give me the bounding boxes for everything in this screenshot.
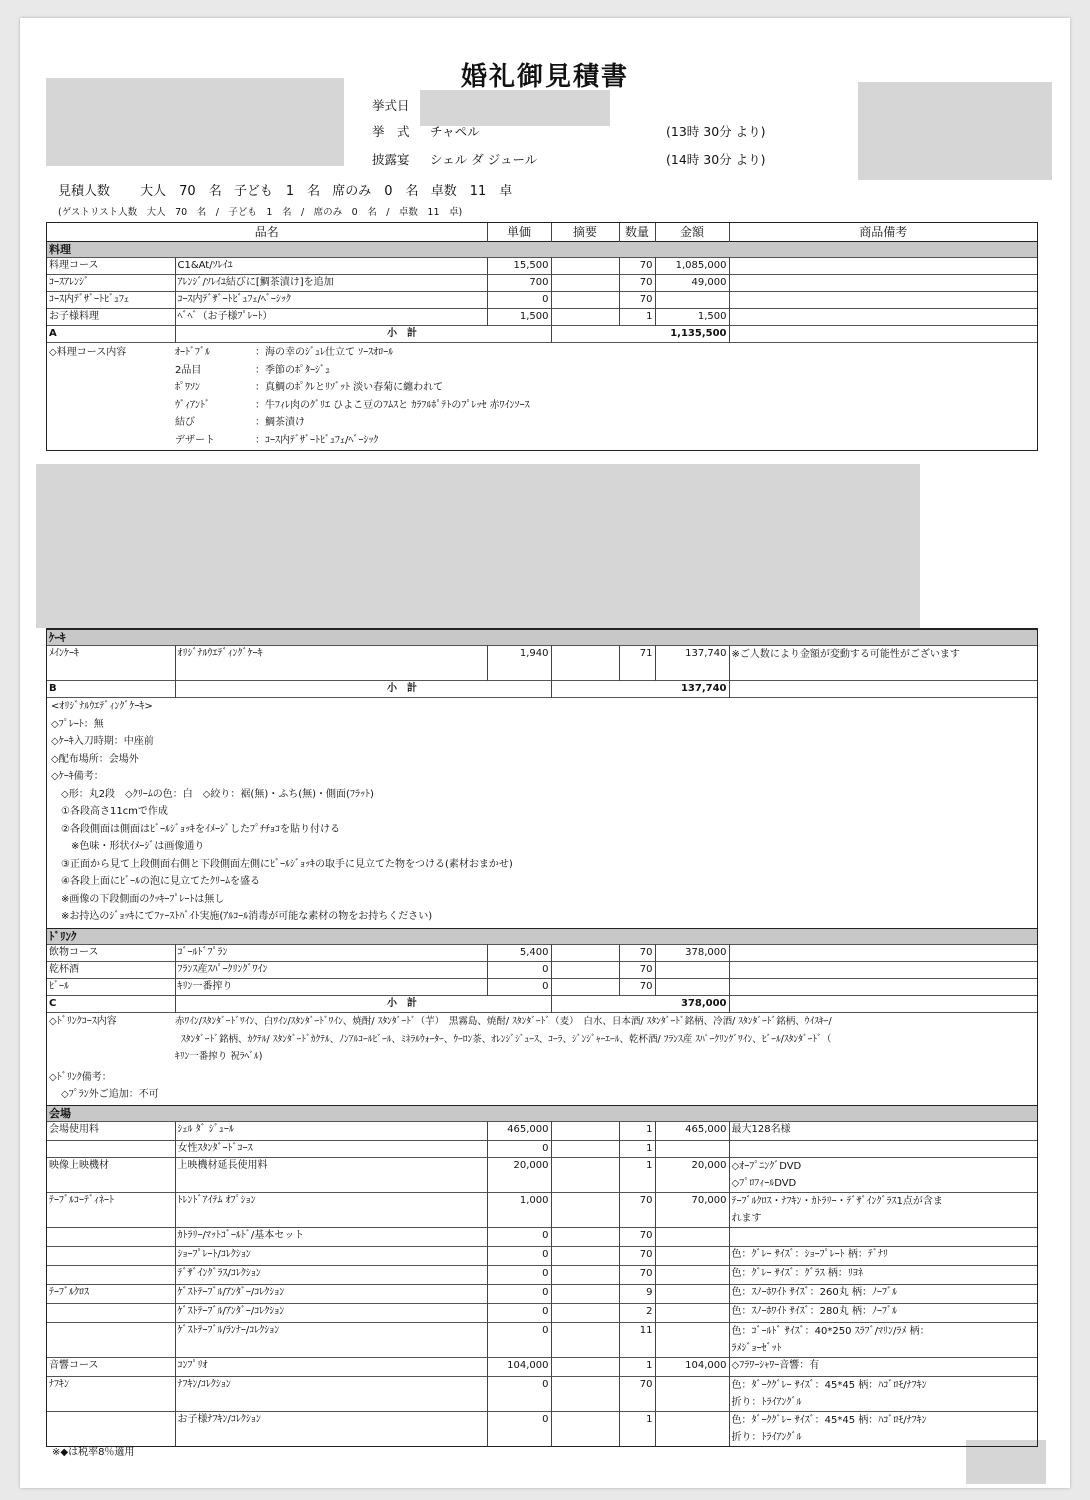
row-note-line: 色：ﾀﾞｰｸｸﾞﾚｰ ｻｲｽﾞ：45*45 柄：ﾊｺﾞﾛﾓ/ﾅﾌｷﾝ [731, 1380, 927, 1391]
row-item: ｺﾝﾌﾟﾘｵ [175, 1358, 487, 1377]
table-row [47, 979, 1037, 996]
subtotal-note [729, 326, 1037, 343]
subtotal-label: 小 計 [175, 681, 551, 698]
subtotal-letter: A [47, 326, 175, 343]
table-row [47, 1122, 1037, 1141]
cake-note-line: ◇ｹｰｷ入刀時期：中座前 [51, 736, 154, 747]
row-category: お子様料理 [47, 309, 175, 326]
row-qty: 70 [619, 962, 655, 979]
table-row [47, 1285, 1037, 1304]
course-value: ：真鯛のﾎﾟｸﾚとﾘｿﾞｯﾄ 淡い春菊に纏われて [255, 382, 444, 393]
table-row [47, 1141, 1037, 1158]
row-price: 1,000 [487, 1193, 551, 1228]
table-row [47, 945, 1037, 962]
col-product-notes: 商品備考 [859, 225, 908, 239]
row-price: 20,000 [487, 1158, 551, 1193]
row-category: 会場使用料 [47, 1122, 175, 1141]
subtotal-amount: 378,000 [551, 996, 729, 1013]
ceremony-time: (13時 30分 より) [666, 124, 766, 139]
redacted-date-box [420, 90, 610, 126]
row-note: 色：ｽﾉｰﾎﾜｲﾄ ｻｲｽﾞ：260丸 柄：ﾉｰﾌﾞﾙ [731, 1287, 897, 1298]
row-category: 飲物コース [47, 945, 175, 962]
subtotal-letter: B [47, 681, 175, 698]
row-qty: 70 [619, 1266, 655, 1285]
row-item: C1&At/ｿﾚｲﾕ [175, 258, 487, 275]
row-price: 5,400 [487, 945, 551, 962]
ceremony-venue: チャペル [430, 124, 480, 139]
subtotal-label: 小 計 [175, 996, 551, 1013]
section-venue [47, 1106, 1037, 1122]
row-note [729, 945, 1037, 962]
counts-adult: 大人 70 名 [140, 184, 222, 199]
row-note [729, 1228, 1037, 1247]
row-amount: 465,000 [655, 1122, 729, 1141]
cake-notes [47, 698, 1037, 929]
row-summary [551, 292, 619, 309]
column-header-row [47, 223, 1037, 242]
row-note-line: ﾗﾒｼﾞｮｰｾﾞｯﾄ [731, 1343, 782, 1354]
counts-label: 見積人数 [58, 184, 111, 199]
course-key: ﾎﾟﾜｿﾝ [175, 382, 200, 393]
subtotal-row-c [47, 996, 1037, 1013]
section-title: ﾄﾞﾘﾝｸ [47, 929, 1037, 945]
row-note-line: ◇ｵｰﾌﾟﾆﾝｸﾞDVD [731, 1161, 802, 1172]
row-summary [551, 309, 619, 326]
table-row [47, 1158, 1037, 1193]
subtotal-label: 小 計 [175, 326, 551, 343]
row-qty: 1 [619, 1122, 655, 1141]
row-summary [551, 1377, 619, 1412]
row-summary [551, 1158, 619, 1193]
row-item: ｹﾞｽﾄﾃｰﾌﾞﾙ/ｱﾝﾀﾞｰ/ｺﾚｸｼｮﾝ [175, 1304, 487, 1323]
row-category: 乾杯酒 [47, 962, 175, 979]
row-qty: 70 [619, 1228, 655, 1247]
subtotal-note [729, 996, 1037, 1013]
row-item: ｵﾘｼﾞﾅﾙｳｴﾃﾞｨﾝｸﾞｹｰｷ [175, 646, 487, 681]
row-item: ﾌﾗﾝｽ産ｽﾊﾟｰｸﾘﾝｸﾞﾜｲﾝ [175, 962, 487, 979]
row-summary [551, 1141, 619, 1158]
row-item: ｺｰｽ内ﾃﾞｻﾞｰﾄﾋﾞｭﾌｪ/ﾍﾞｰｼｯｸ [175, 292, 487, 309]
row-note: 色：ｸﾞﾚｰ ｻｲｽﾞ：ｼｮｰﾌﾟﾚｰﾄ 柄：ﾃﾞﾅﾘ [731, 1249, 888, 1260]
section-title: ｹｰｷ [47, 630, 1037, 646]
row-note [729, 258, 1037, 275]
table-row [47, 646, 1037, 681]
table-row [47, 1228, 1037, 1247]
cake-note-line: ◇配布場所：会場外 [51, 753, 139, 765]
row-amount [655, 1247, 729, 1266]
row-note-line: 折り：ﾄﾗｲｱﾝｸﾞﾙ [731, 1397, 802, 1408]
table-row [47, 1323, 1037, 1358]
row-item: お子様ﾅﾌｷﾝ/ｺﾚｸｼｮﾝ [175, 1412, 487, 1447]
row-category: 映像上映機材 [47, 1158, 175, 1193]
course-key: 2品目 [175, 364, 202, 376]
cake-note-line: ④各段上面にﾋﾞｰﾙの泡に見立てたｸﾘｰﾑを盛る [51, 876, 260, 887]
reception-label: 披露宴 [372, 152, 410, 167]
course-content-row [47, 343, 1037, 451]
row-amount: 49,000 [655, 275, 729, 292]
row-item: ｼｮｰﾌﾟﾚｰﾄ/ｺﾚｸｼｮﾝ [175, 1247, 487, 1266]
row-category: ﾃｰﾌﾞﾙｺｰﾃﾞｨﾈｰﾄ [47, 1193, 175, 1228]
row-price: 465,000 [487, 1122, 551, 1141]
drink-course-list [175, 1013, 832, 1066]
cake-note-line: ※画像の下段側面のｸｯｷｰﾌﾟﾚｰﾄは無し [51, 893, 225, 905]
course-value: ：ｺｰｽ内ﾃﾞｻﾞｰﾄﾋﾞｭﾌｪ/ﾍﾞｰｼｯｸ [255, 434, 379, 446]
row-category [47, 1304, 175, 1323]
row-category: ﾋﾞｰﾙ [47, 979, 175, 996]
row-note [729, 292, 1037, 309]
row-amount: 1,085,000 [655, 258, 729, 275]
row-category: 音響コース [47, 1358, 175, 1377]
course-values [255, 344, 530, 449]
row-amount [655, 962, 729, 979]
course-key: ｳﾞｨｱﾝﾄﾞ [175, 399, 210, 411]
row-note-line: れます [731, 1213, 762, 1224]
row-category: ｺｰｽｱﾚﾝｼﾞ [47, 275, 175, 292]
row-price: 0 [487, 1247, 551, 1266]
row-note-line: 色：ﾀﾞｰｸｸﾞﾚｰ ｻｲｽﾞ：45*45 柄：ﾊｺﾞﾛﾓ/ﾅﾌｷﾝ [731, 1415, 927, 1426]
row-summary [551, 1285, 619, 1304]
row-qty: 1 [619, 1158, 655, 1193]
section-title: 料理 [47, 242, 1037, 258]
cake-notes-row [47, 698, 1037, 929]
reception-time: (14時 30分 より) [666, 152, 766, 167]
course-value: ：牛ﾌｨﾚ肉のｸﾞﾘｴ ひよこ豆のﾌﾑｽと ｶﾗﾌﾙﾎﾟﾃﾄのﾌﾟﾚｯｾ 赤ﾜｲﾝｿｰｽ [255, 399, 530, 411]
row-category: ｺｰｽ内ﾃﾞｻﾞｰﾄﾋﾞｭﾌｪ [47, 292, 175, 309]
drink-course-line: ｽﾀﾝﾀﾞｰﾄﾞ銘柄、ｶｸﾃﾙ/ ｽﾀﾝﾀﾞｰﾄﾞｶｸﾃﾙ、ﾉﾝｱﾙｺｰﾙﾋﾞｰﾙ、ﾐﾈﾗﾙｳｫｰﾀｰ、ｳｰﾛﾝ茶、ｵﾚﾝｼﾞｼﾞｭｰｽ、ｺｰﾗ、ｼﾞﾝｼﾞｬｰｴｰﾙ、乾杯酒/ ﾌﾗﾝｽ産 ｽﾊﾟｰｸﾘﾝｸﾞﾜｲﾝ、ﾋﾞｰﾙ/ｽﾀﾝﾀﾞｰﾄﾞ（ [181, 1033, 832, 1045]
row-summary [551, 258, 619, 275]
tax-footnote: ※◆は税率8％適用 [52, 1447, 135, 1458]
row-item: ｺﾞｰﾙﾄﾞﾌﾟﾗﾝ [175, 945, 487, 962]
row-summary [551, 1247, 619, 1266]
course-value: ：海の幸のｼﾞｭﾚ仕立て ｿｰｽｵﾛｰﾙ [255, 347, 394, 358]
row-price: 104,000 [487, 1358, 551, 1377]
row-category: 料理コース [47, 258, 175, 275]
row-price: 0 [487, 1377, 551, 1412]
drink-remarks-label: ◇ﾄﾞﾘﾝｸ備考： [49, 1071, 112, 1083]
row-summary [551, 1228, 619, 1247]
drink-course-line: 赤ﾜｲﾝ/ｽﾀﾝﾀﾞｰﾄﾞﾜｲﾝ、白ﾜｲﾝ/ｽﾀﾝﾀﾞｰﾄﾞﾜｲﾝ、焼酎/ ｽﾀﾝﾀﾞｰﾄﾞ（芋） 黒霧島、焼酎/ ｽﾀﾝﾀﾞｰﾄﾞ（麦） 白水、日本酒/ ｽﾀﾝﾀﾞｰﾄﾞ銘柄、冷酒/ ｽﾀﾝﾀﾞｰﾄﾞ銘柄、ｳｲｽｷｰ/ [175, 1016, 832, 1027]
table-row [47, 292, 1037, 309]
cake-note-line: ②各段側面は側面はﾋﾞｰﾙｼﾞｮｯｷをｲﾒｰｼﾞしたﾌﾟﾁﾁｮｺを貼り付ける [51, 823, 340, 835]
row-qty: 1 [619, 1412, 655, 1447]
col-item: 品名 [47, 223, 487, 242]
subtotal-amount: 1,135,500 [551, 326, 729, 343]
row-amount [655, 1141, 729, 1158]
row-qty: 70 [619, 258, 655, 275]
row-qty: 1 [619, 1141, 655, 1158]
row-qty: 2 [619, 1304, 655, 1323]
row-note [729, 1377, 1037, 1412]
row-item: ﾅﾌｷﾝ/ｺﾚｸｼｮﾝ [175, 1377, 487, 1412]
row-item: 女性ｽﾀﾝﾀﾞｰﾄﾞｺｰｽ [175, 1141, 487, 1158]
row-amount [655, 1412, 729, 1447]
col-quantity: 数量 [619, 223, 655, 242]
subtotal-row-b [47, 681, 1037, 698]
row-amount [655, 1377, 729, 1412]
food-table [46, 222, 1038, 451]
ceremony-date-label: 挙式日 [372, 98, 410, 113]
row-qty: 70 [619, 979, 655, 996]
row-amount [655, 292, 729, 309]
cake-note-line: <ｵﾘｼﾞﾅﾙｳｴﾃﾞｨﾝｸﾞｹｰｷ> [51, 701, 153, 712]
row-amount [655, 979, 729, 996]
cake-note-line: ※お持込のｼﾞｮｯｷにてﾌｧｰｽﾄﾊﾞｲﾄ実施(ｱﾙｺｰﾙ消毒が可能な素材の物をお持ちください) [51, 911, 433, 922]
row-item: ｼｪﾙ ﾀﾞ ｼﾞｭｰﾙ [175, 1122, 487, 1141]
row-amount [655, 1228, 729, 1247]
row-qty: 70 [619, 1377, 655, 1412]
row-category: ﾃｰﾌﾞﾙｸﾛｽ [47, 1285, 175, 1304]
subtotal-amount: 137,740 [551, 681, 729, 698]
course-key: 結び [175, 417, 195, 428]
drink-course-label: ◇ﾄﾞﾘﾝｸｺｰｽ内容 [49, 1016, 117, 1027]
section-cake [47, 630, 1037, 646]
table-row [47, 1377, 1037, 1412]
drink-course [47, 1013, 1037, 1106]
row-summary [551, 1193, 619, 1228]
row-note [729, 309, 1037, 326]
row-qty: 70 [619, 275, 655, 292]
row-item: ｹﾞｽﾄﾃｰﾌﾞﾙ/ﾗﾝﾅｰ/ｺﾚｸｼｮﾝ [175, 1323, 487, 1358]
row-summary [551, 1266, 619, 1285]
row-note: ※ご人数により金額が変動する可能性がございます [731, 649, 960, 660]
table-row [47, 1193, 1037, 1228]
counts-child: 子ども 1 名 [233, 184, 321, 199]
guest-list-counts: (ゲストリスト人数 大人 70 名 / 子ども 1 名 / 席のみ 0 名 / 卓数 11 卓) [58, 207, 463, 218]
row-note [729, 1158, 1037, 1193]
row-summary [551, 1358, 619, 1377]
row-amount [655, 1285, 729, 1304]
row-qty: 70 [619, 292, 655, 309]
counts-seat-only: 席のみ 0 名 [332, 184, 419, 199]
row-category [47, 1141, 175, 1158]
cake-note-line: ①各段高さ11cmで作成 [51, 806, 168, 817]
subtotal-letter: C [47, 996, 175, 1013]
row-amount [655, 1304, 729, 1323]
row-amount: 378,000 [655, 945, 729, 962]
row-qty: 70 [619, 1193, 655, 1228]
table-row [47, 258, 1037, 275]
row-price: 0 [487, 1141, 551, 1158]
section-food [47, 242, 1037, 258]
cake-note-line: ◇ﾌﾟﾚｰﾄ：無 [51, 718, 104, 730]
row-price: 1,940 [487, 646, 551, 681]
section-title: 会場 [47, 1106, 1037, 1122]
row-price: 15,500 [487, 258, 551, 275]
row-note: ◇ﾌﾗﾜｰｼｬﾜｰ音響：有 [731, 1360, 820, 1371]
row-summary [551, 646, 619, 681]
row-note-line: ﾃｰﾌﾞﾙｸﾛｽ・ﾅﾌｷﾝ・ｶﾄﾗﾘｰ・ﾃﾞｻﾞｲﾝｸﾞﾗｽ1点が含ま [731, 1196, 943, 1207]
row-qty: 9 [619, 1285, 655, 1304]
row-amount: 20,000 [655, 1158, 729, 1193]
table-row [47, 962, 1037, 979]
row-item: ﾍﾞﾍﾞ（お子様ﾌﾟﾚｰﾄ） [175, 309, 487, 326]
row-price: 0 [487, 1285, 551, 1304]
row-note: 色：ｽﾉｰﾎﾜｲﾄ ｻｲｽﾞ：280丸 柄：ﾉｰﾌﾞﾙ [731, 1306, 897, 1317]
subtotal-row-a [47, 326, 1037, 343]
row-category [47, 1228, 175, 1247]
course-key: ｵｰﾄﾞﾌﾞﾙ [175, 347, 210, 358]
row-note [729, 275, 1037, 292]
estimate-counts [58, 180, 520, 199]
drink-course-line: ｷﾘﾝ一番搾り 祝ﾗﾍﾞﾙ) [175, 1051, 263, 1062]
row-price: 0 [487, 962, 551, 979]
table-row [47, 1304, 1037, 1323]
table-row [47, 275, 1037, 292]
row-summary [551, 945, 619, 962]
row-category [47, 1247, 175, 1266]
row-summary [551, 1323, 619, 1358]
row-price: 0 [487, 1228, 551, 1247]
row-item: ｷﾘﾝ一番搾り [175, 979, 487, 996]
course-label: ◇料理コース内容 [49, 347, 127, 358]
row-qty: 11 [619, 1323, 655, 1358]
row-category [47, 1266, 175, 1285]
cake-note-line: ③正面から見て上段側面右側と下段側面左側にﾋﾞｰﾙｼﾞｮｯｷの取手に見立てた物をつける(素材おまかせ) [51, 858, 513, 870]
row-item: ﾄﾚﾝﾄﾞｱｲﾃﾑ ｵﾌﾟｼｮﾝ [175, 1193, 487, 1228]
row-note-line: 折り：ﾄﾗｲｱﾝｸﾞﾙ [731, 1432, 802, 1443]
row-note [729, 1412, 1037, 1447]
row-summary [551, 1412, 619, 1447]
row-amount [655, 1323, 729, 1358]
row-note-line: 色：ｺﾞｰﾙﾄﾞ ｻｲｽﾞ：40*250 ｽﾗﾌﾞ/ﾏﾘﾝ/ﾗﾒ 柄： [731, 1326, 930, 1337]
row-item: ﾃﾞｻﾞｲﾝｸﾞﾗｽ/ｺﾚｸｼｮﾝ [175, 1266, 487, 1285]
row-item: ｱﾚﾝｼﾞ/ｿﾚｲﾕ結びに[鯛茶漬け]を追加 [175, 275, 487, 292]
table-row [47, 1266, 1037, 1285]
document-title: 婚礼御見積書 [460, 62, 629, 92]
ceremony-label: 挙 式 [372, 124, 410, 139]
section-drink [47, 929, 1037, 945]
col-amount: 金額 [655, 223, 729, 242]
row-price: 0 [487, 1266, 551, 1285]
row-summary [551, 962, 619, 979]
table-row [47, 1412, 1037, 1447]
row-note [729, 1141, 1037, 1158]
course-key: デザート [175, 434, 215, 446]
course-content [47, 343, 1037, 451]
row-price: 0 [487, 979, 551, 996]
cake-drink-venue-table [46, 628, 1038, 1447]
subtotal-note [729, 681, 1037, 698]
row-item: 上映機材延長使用料 [175, 1158, 487, 1193]
row-qty: 71 [619, 646, 655, 681]
row-qty: 1 [619, 1358, 655, 1377]
cake-note-line: ◇ｹｰｷ備考： [51, 771, 104, 782]
row-price: 1,500 [487, 309, 551, 326]
counts-tables: 卓数 11 卓 [430, 184, 513, 199]
course-keys [175, 344, 255, 449]
row-summary [551, 1122, 619, 1141]
row-note [729, 979, 1037, 996]
drink-remarks: ◇ﾌﾟﾗﾝ外ご追加：不可 [61, 1089, 159, 1100]
row-note [729, 962, 1037, 979]
row-amount: 137,740 [655, 646, 729, 681]
row-price: 0 [487, 1304, 551, 1323]
row-category [47, 1323, 175, 1358]
cake-note-line: ※色味・形状ｲﾒｰｼﾞは画像通り [51, 841, 205, 852]
col-summary: 摘要 [551, 223, 619, 242]
row-qty: 70 [619, 1247, 655, 1266]
row-note [729, 1193, 1037, 1228]
row-category [47, 1412, 175, 1447]
row-category: ﾅﾌｷﾝ [47, 1377, 175, 1412]
row-amount: 104,000 [655, 1358, 729, 1377]
row-price: 0 [487, 1323, 551, 1358]
row-amount: 1,500 [655, 309, 729, 326]
drink-course-row [47, 1013, 1037, 1106]
row-summary [551, 1304, 619, 1323]
course-value: ：季節のﾎﾟﾀｰｼﾞｭ [255, 364, 330, 376]
row-note-line: ◇ﾌﾟﾛﾌｨｰﾙDVD [731, 1178, 797, 1189]
row-amount [655, 1266, 729, 1285]
row-category: ﾒｲﾝｹｰｷ [47, 646, 175, 681]
table-row [47, 1247, 1037, 1266]
row-note: 最大128名様 [731, 1124, 791, 1135]
row-qty: 1 [619, 309, 655, 326]
row-item: ｶﾄﾗﾘｰ/ﾏｯﾄｺﾞｰﾙﾄﾞ/基本セット [175, 1228, 487, 1247]
col-unit-price: 単価 [487, 223, 551, 242]
reception-venue: シェル ダ ジュール [430, 152, 538, 167]
row-note: 色：ｸﾞﾚｰ ｻｲｽﾞ：ｸﾞﾗｽ 柄：ﾘﾖﾈ [731, 1268, 863, 1279]
redacted-right-box [858, 82, 1052, 180]
row-item: ｹﾞｽﾄﾃｰﾌﾞﾙ/ｱﾝﾀﾞｰ/ｺﾚｸｼｮﾝ [175, 1285, 487, 1304]
row-summary [551, 979, 619, 996]
course-value: ：鯛茶漬け [255, 417, 305, 428]
row-price: 0 [487, 1412, 551, 1447]
row-qty: 70 [619, 945, 655, 962]
row-amount: 70,000 [655, 1193, 729, 1228]
estimate-document [20, 18, 1070, 1488]
row-price: 700 [487, 275, 551, 292]
redacted-middle-box [36, 464, 920, 628]
table-row [47, 309, 1037, 326]
row-price: 0 [487, 292, 551, 309]
row-note [729, 1323, 1037, 1358]
table-row [47, 1358, 1037, 1377]
row-summary [551, 275, 619, 292]
cake-note-line: ◇形：丸2段 ◇ｸﾘｰﾑの色：白 ◇絞り：裾(無)・ふち(無)・側面(ﾌﾗｯﾄ) [51, 788, 374, 800]
